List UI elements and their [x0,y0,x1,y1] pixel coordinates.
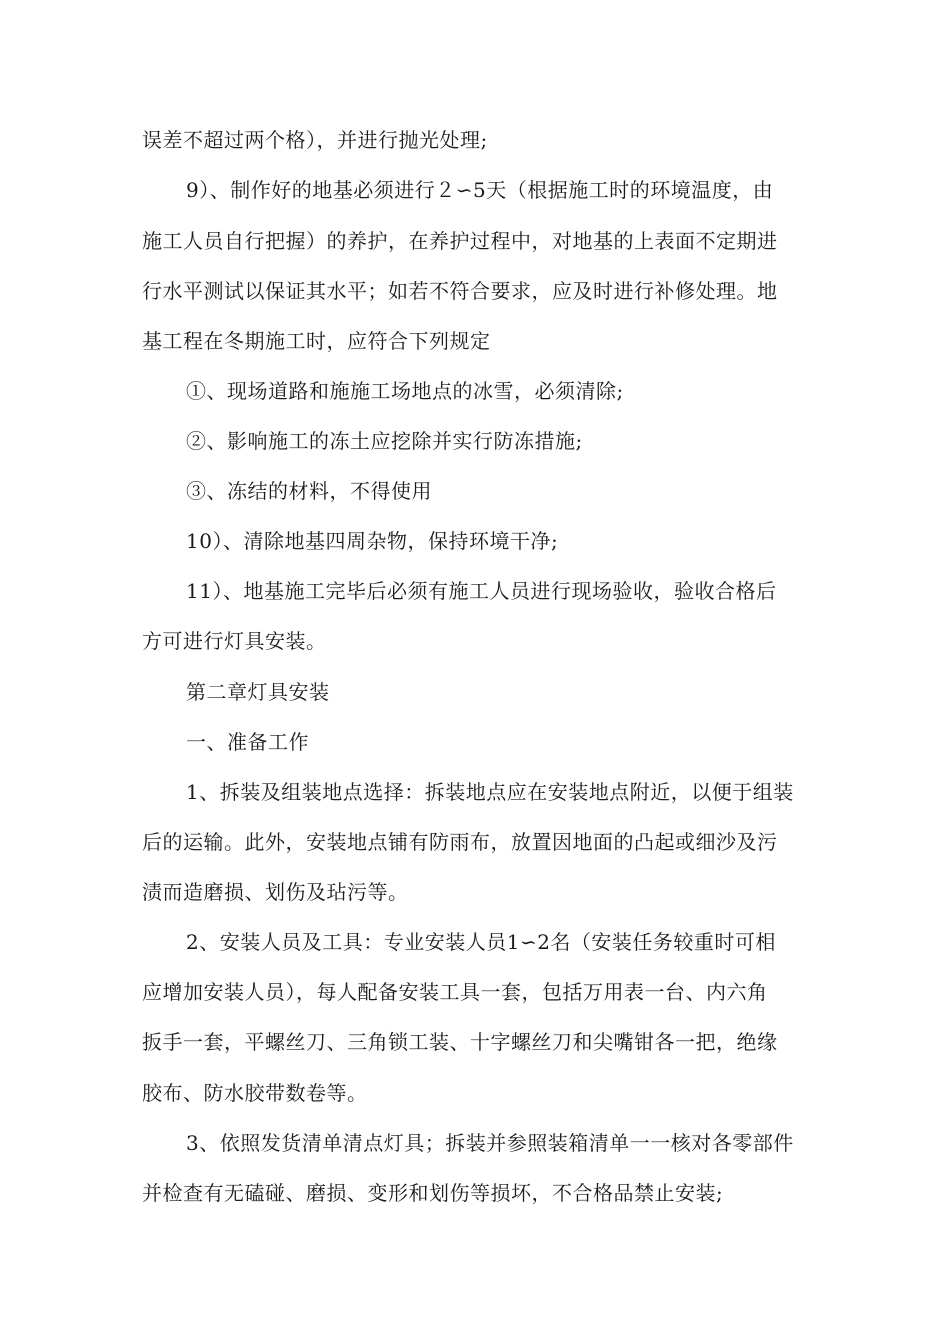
text-line-19: 扳手一套，平螺丝刀、三角锁工装、十字螺丝刀和尖嘴钳各一把，绝缘 [142,1030,778,1054]
text-line-2: 9）、制作好的地基必须进行２∽5天（根据施工时的环境温度，由 [186,178,774,202]
text-line-10: 11）、地基施工完毕后必须有施工人员进行现场验收，验收合格后 [186,579,777,603]
text-line-1: 误差不超过两个格），并进行抛光处理; [142,128,488,152]
text-line-5: 基工程在冬期施工时，应符合下列规定 [142,329,491,353]
text-line-18: 应增加安装人员），每人配备安装工具一套，包括万用表一台、内六角 [142,980,768,1004]
text-line-3: 施工人员自行把握）的养护，在养护过程中，对地基的上表面不定期进 [142,229,778,253]
text-line-22: 并检查有无磕碰、磨损、变形和划伤等损坏，不合格品禁止安装; [142,1181,724,1205]
text-line-7: ②、影响施工的冻土应挖除并实行防冻措施; [186,429,583,453]
text-line-20: 胶布、防水胶带数卷等。 [142,1081,368,1105]
chapter-heading: 第二章灯具安装 [186,680,330,704]
text-line-14: 1、拆装及组装地点选择：拆装地点应在安装地点附近，以便于组装 [186,780,794,804]
text-line-9: 10）、清除地基四周杂物，保持环境干净; [186,529,559,553]
text-line-15: 后的运输。此外，安装地点铺有防雨布，放置因地面的凸起或细沙及污 [142,830,778,854]
text-line-21: 3、依照发货清单清点灯具；拆装并参照装箱清单一一核对各零部件 [186,1131,794,1155]
text-line-8: ③、冻结的材料，不得使用 [186,479,432,503]
text-line-4: 行水平测试以保证其水平；如若不符合要求，应及时进行补修处理。地 [142,279,778,303]
text-line-16: 渍而造磨损、划伤及玷污等。 [142,880,409,904]
text-line-11: 方可进行灯具安装。 [142,629,327,653]
text-line-17: 2、安装人员及工具：专业安装人员1∽2名（安装任务较重时可相 [186,930,776,954]
section-heading: 一、准备工作 [186,730,309,754]
text-line-6: ①、现场道路和施施工场地点的冰雪，必须清除; [186,379,624,403]
